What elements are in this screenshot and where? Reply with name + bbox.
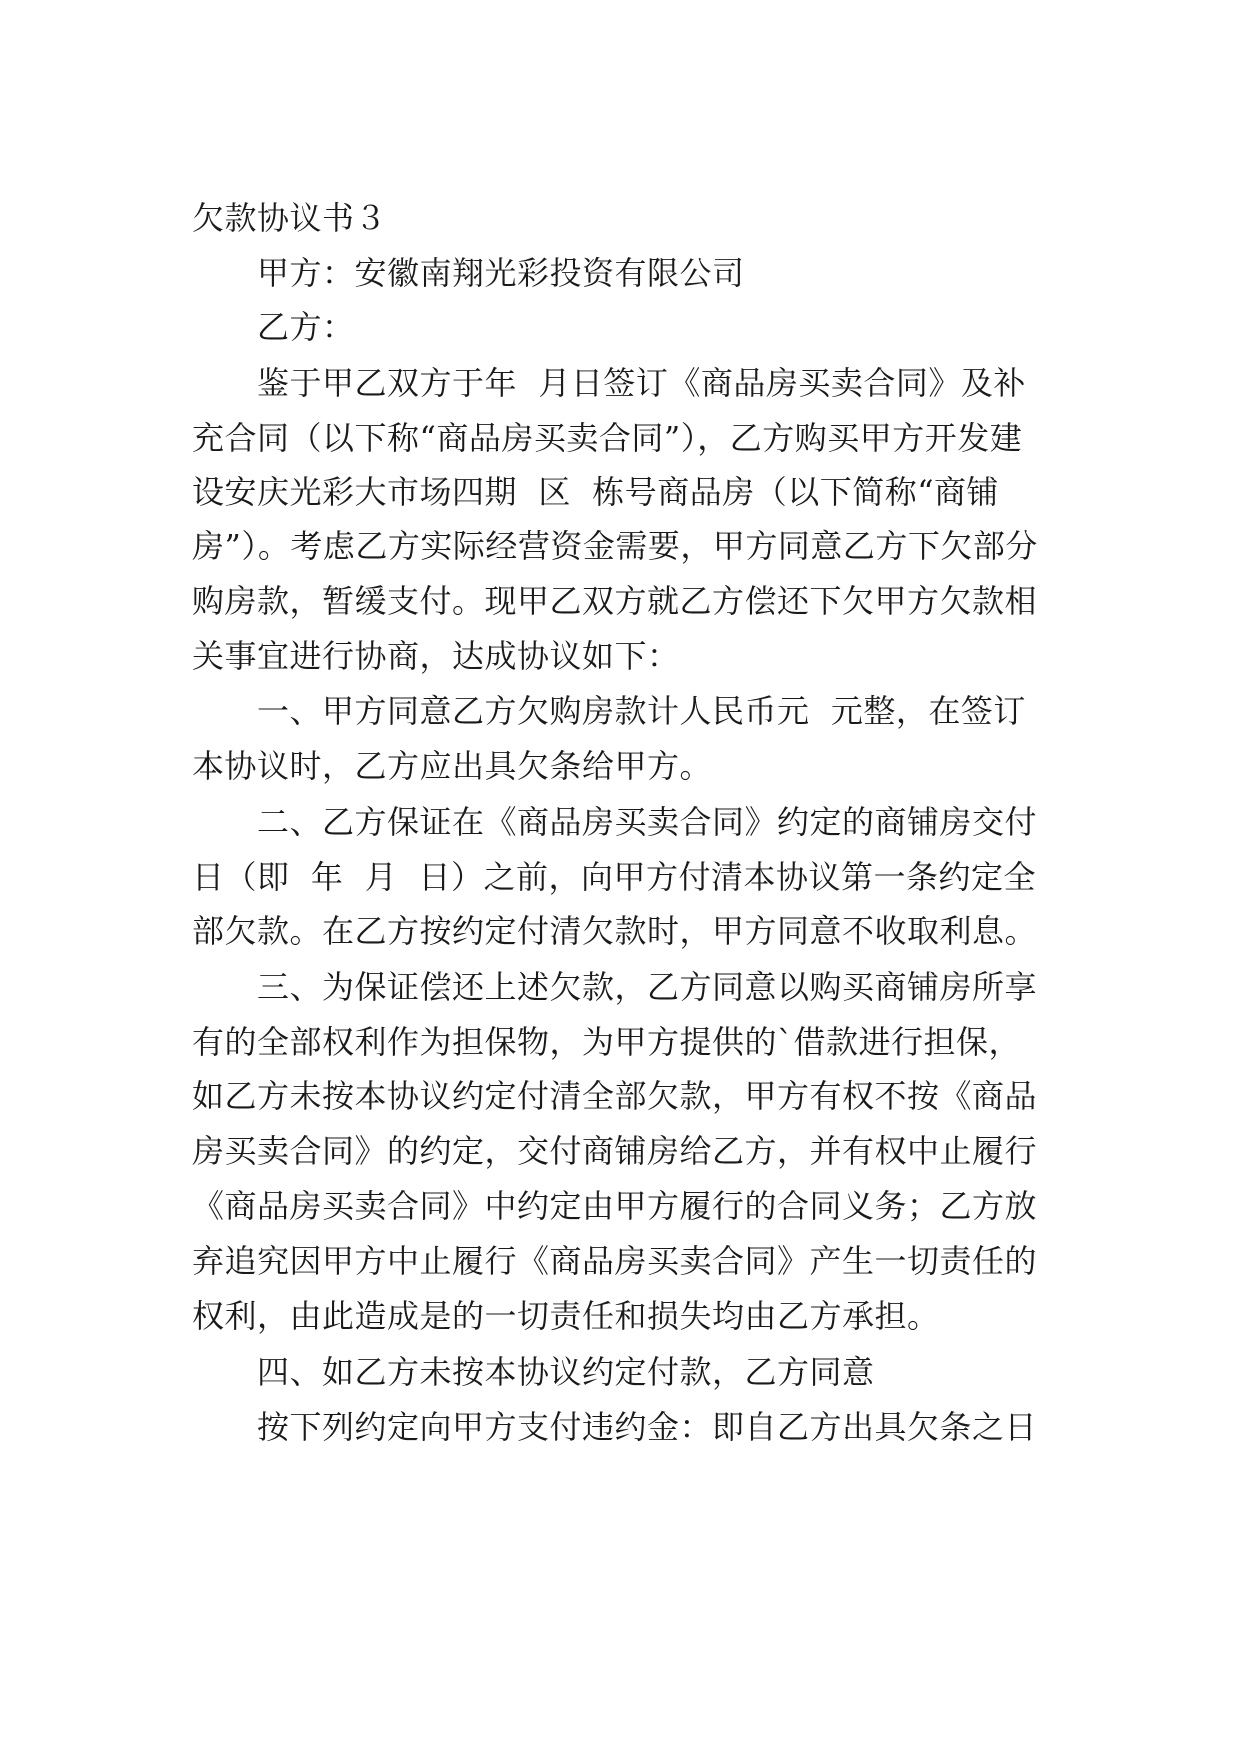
paragraph-line: 日（即 年 月 日）之前，向甲方付清本协议第一条约定全 xyxy=(192,858,1037,896)
paragraph-line: 《商品房买卖合同》中约定由甲方履行的合同义务；乙方放 xyxy=(192,1187,1038,1225)
paragraph-line: 本协议时，乙方应出具欠条给甲方。 xyxy=(192,747,713,785)
paragraph-line: 鉴于甲乙双方于年 月日签订《商品房买卖合同》及补 xyxy=(257,364,1026,402)
paragraph-line: 部欠款。在乙方按约定付清欠款时，甲方同意不收取利息。 xyxy=(192,912,1038,950)
paragraph-line: 充合同（以下称“商品房买卖合同”），乙方购买甲方开发建 xyxy=(192,419,1023,457)
paragraph-line: 一、甲方同意乙方欠购房款计人民币元 元整，在签订 xyxy=(257,692,1026,730)
paragraph-line: 房”）。考虑乙方实际经营资金需要，甲方同意乙方下欠部分 xyxy=(192,527,1038,565)
paragraph-line: 权利，由此造成是的一切责任和损失均由乙方承担。 xyxy=(192,1297,940,1335)
paragraph-line: 弃追究因甲方中止履行《商品房买卖合同》产生一切责任的 xyxy=(192,1242,1038,1280)
paragraph-line: 如乙方未按本协议约定付清全部欠款，甲方有权不按《商品 xyxy=(192,1077,1038,1115)
paragraph-line: 关事宜进行协商，达成协议如下： xyxy=(192,637,680,675)
paragraph-line: 二、乙方保证在《商品房买卖合同》约定的商铺房交付 xyxy=(257,803,1038,841)
paragraph-line: 有的全部权利作为担保物，为甲方提供的`借款进行担保， xyxy=(192,1023,1022,1061)
party-a-line: 甲方：安徽南翔光彩投资有限公司 xyxy=(257,254,745,292)
paragraph-line: 四、如乙方未按本协议约定付款，乙方同意 xyxy=(257,1353,875,1391)
paragraph-line: 三、为保证偿还上述欠款，乙方同意以购买商铺房所享 xyxy=(257,968,1038,1006)
paragraph-line: 购房款，暂缓支付。现甲乙双方就乙方偿还下欠甲方欠款相 xyxy=(192,582,1038,620)
paragraph-line: 按下列约定向甲方支付违约金：即自乙方出具欠条之日 xyxy=(257,1408,1038,1446)
document-title: 欠款协议书３ xyxy=(192,199,388,237)
paragraph-line: 设安庆光彩大市场四期 区 栋号商品房（以下简称“商铺 xyxy=(192,473,1000,511)
paragraph-line: 房买卖合同》的约定，交付商铺房给乙方，并有权中止履行 xyxy=(192,1132,1038,1170)
party-b-line: 乙方： xyxy=(257,308,355,346)
